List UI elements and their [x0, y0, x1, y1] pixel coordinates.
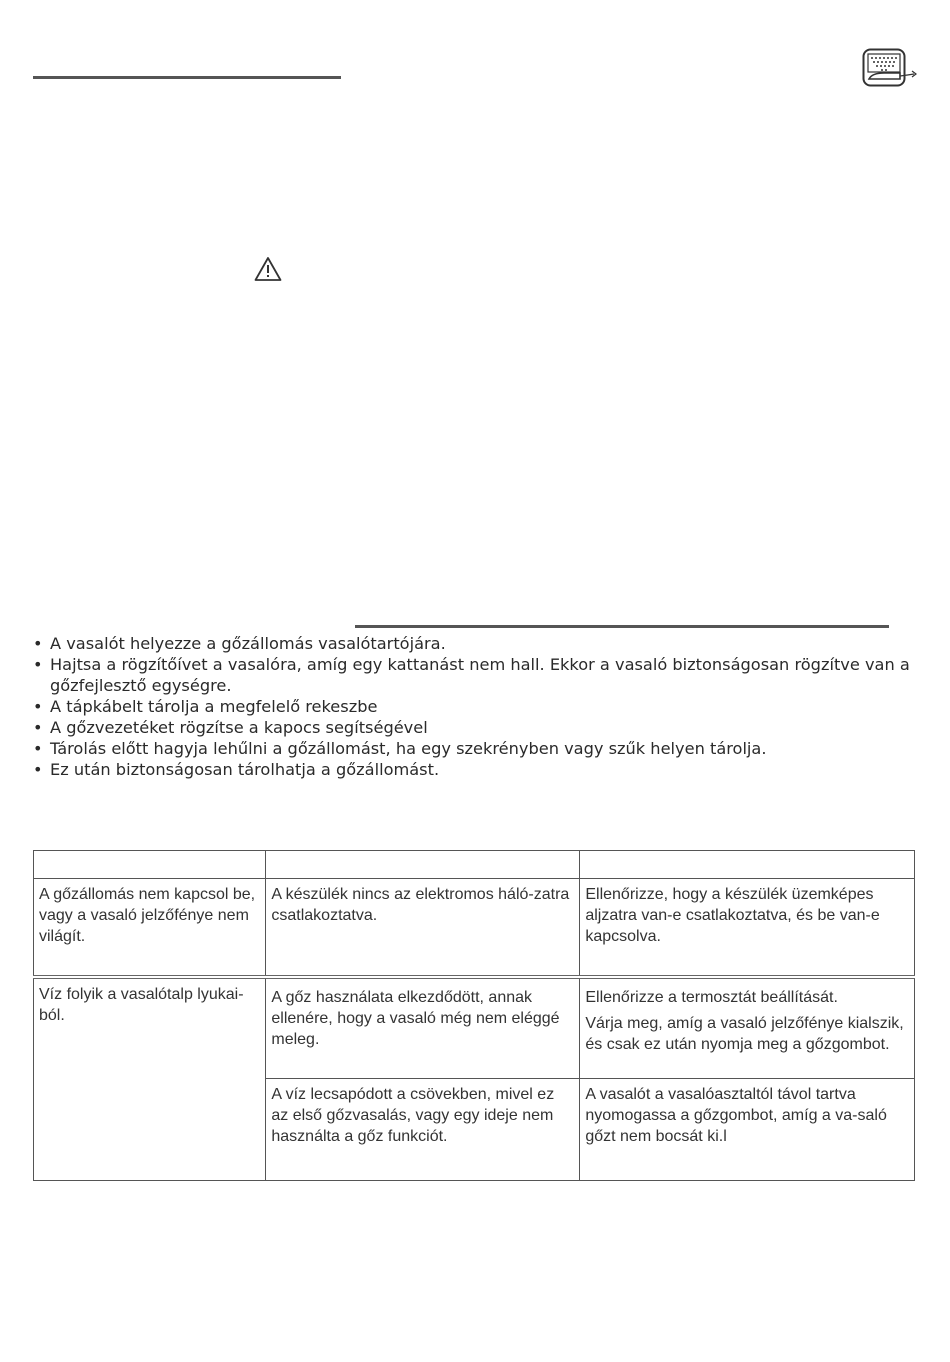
problem-cell: A gőzállomás nem kapcsol be, vagy a vasaló jelzőfénye nem világít.: [34, 879, 266, 977]
header-cell-solution: [580, 851, 915, 879]
header-cell-problem: [34, 851, 266, 879]
header-cell-cause: [266, 851, 580, 879]
storage-instructions-list: [33, 633, 933, 780]
table-row: [34, 977, 915, 1079]
list-item: • Tárolás előtt hagyja lehűlni a gőzállomást, ha egy szekrényben vagy szűk helyen tárolja.: [33, 739, 767, 758]
solution-paragraph: Várja meg, amíg a vasaló jelzőfénye kialszik, és csak ez után nyomja meg a gőzgombot.: [585, 1014, 904, 1053]
cause-cell: A gőz használata elkezdődött, annak ellenére, hogy a vasaló még nem eléggé meleg.: [266, 977, 580, 1079]
solution-cell: Ellenőrizze, hogy a készülék üzemképes aljzatra van-e csatlakoztatva, és be van-e kapcsolva.: [580, 879, 915, 977]
section-title-rule: [33, 76, 341, 79]
list-item: • A vasalót helyezze a gőzállomás vasalótartójára.: [33, 634, 446, 653]
solution-cell: A vasalót a vasalóasztaltól távol tartva nyomogassa a gőzgombot, amíg a va-saló gőzt nem bocsát ki.l: [580, 1079, 915, 1181]
list-item: • A gőzvezetéket rögzítse a kapocs segítségével: [33, 718, 428, 737]
subsection-title-rule: [355, 625, 889, 628]
list-item: • Hajtsa a rögzítőívet a vasalóra, amíg egy kattanást nem hall. Ekkor a vasaló biztonságosan rögzítve van a gőzfejlesztő egységre.: [33, 655, 910, 695]
table-row: [34, 879, 915, 977]
cause-cell: A készülék nincs az elektromos háló-zatra csatlakoztatva.: [266, 879, 580, 977]
cause-cell: A víz lecsapódott a csövekben, mivel ez az első gőzvasalás, vagy egy ideje nem használta a gőz funkciót.: [266, 1079, 580, 1181]
troubleshooting-table: [33, 850, 915, 1181]
warning-triangle-icon: [254, 256, 282, 282]
problem-cell: Víz folyik a vasalótalp lyukai-ból.: [34, 977, 266, 1181]
solution-cell: [580, 977, 915, 1079]
solution-paragraph: Ellenőrizze a termosztát beállítását.: [585, 988, 838, 1006]
steam-station-icon: [862, 48, 918, 88]
list-item: • Ez után biztonságosan tárolhatja a gőzállomást.: [33, 760, 440, 779]
table-header-row: [34, 851, 915, 879]
list-item: • A tápkábelt tárolja a megfelelő rekeszbe: [33, 697, 378, 716]
